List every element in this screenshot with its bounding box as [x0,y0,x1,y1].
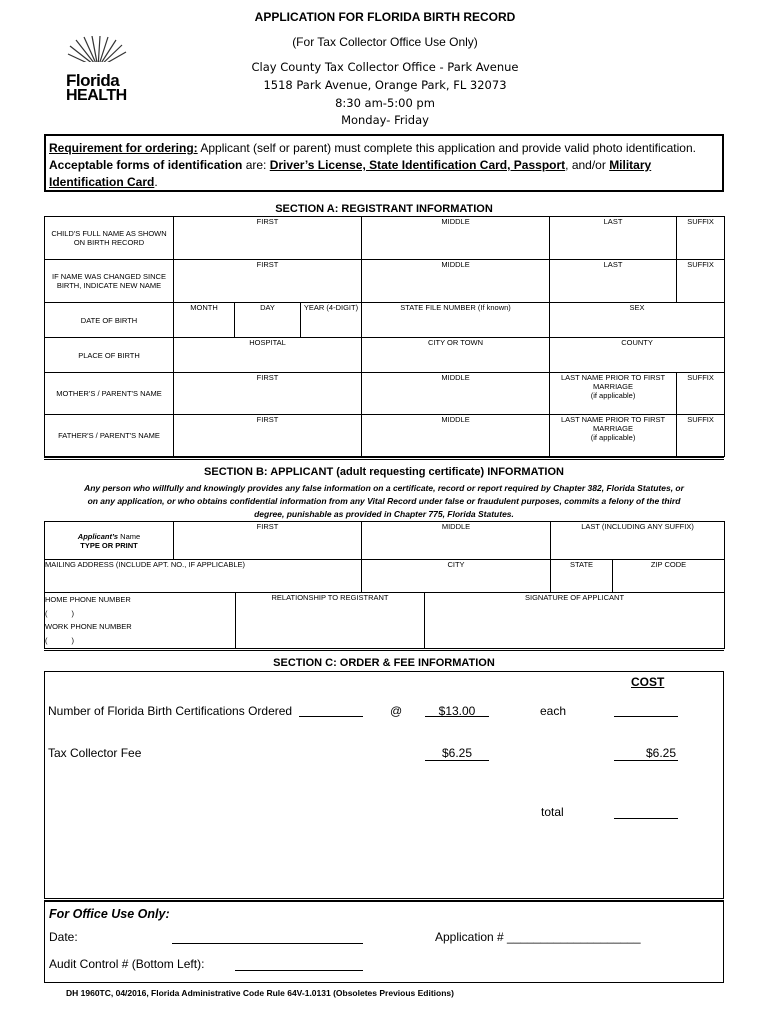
date-input[interactable] [172,943,363,944]
form-title: APPLICATION FOR FLORIDA BIRTH RECORD [254,10,516,24]
county-field[interactable] [550,338,725,373]
dob-label: DATE OF BIRTH [45,303,174,338]
city-field[interactable] [362,560,551,593]
military-id: Military Identification Card [49,158,652,189]
changed-suffix-field[interactable] [677,260,725,303]
applicant-last-label: LAST (INCLUDING ANY SUFFIX) [581,522,694,531]
child-last-field[interactable] [550,217,677,260]
requirement-text1: Applicant (self or parent) must complete this application and provide valid photo identification. [197,141,696,155]
relationship-field[interactable] [236,593,425,649]
changed-middle-label: MIDDLE [441,260,470,269]
requirement-text [49,140,719,191]
father-first-field[interactable] [174,415,362,457]
sunburst-icon [66,36,130,68]
state-file-label: STATE FILE NUMBER (If known) [400,303,511,312]
applicant-label-rest: Name [118,531,141,541]
city-town-label: CITY OR TOWN [428,338,484,347]
mother-first-field[interactable] [174,373,362,415]
dob-year-label: YEAR (4-DIGIT) [303,303,359,312]
signature-field[interactable] [425,593,725,649]
office-name: Clay County Tax Collector Office - Park Avenue [251,60,519,74]
unit-price-underline [425,716,489,717]
office-hours: 8:30 am-5:00 pm [335,96,435,110]
relationship-label: RELATIONSHIP TO REGISTRANT [271,593,389,602]
child-suffix-label: SUFFIX [687,217,714,226]
requirement-lead: Requirement for ordering: [49,141,198,155]
mother-last-field[interactable] [550,373,677,415]
dob-day-label: DAY [260,303,275,312]
certs-quantity-input[interactable] [299,716,363,717]
tax-fee-label: Tax Collector Fee [48,746,142,760]
child-middle-field[interactable] [362,217,550,260]
at-sign: @ [390,704,403,718]
changed-first-field[interactable] [174,260,362,303]
child-first-label: FIRST [256,217,279,226]
changed-last-label: LAST [603,260,623,269]
total-input[interactable] [614,818,678,819]
state-file-field[interactable] [362,303,550,338]
child-name-label: CHILD'S FULL NAME AS SHOWN ON BIRTH RECORD [45,217,174,260]
applicant-last-field[interactable] [551,522,725,560]
zip-label: ZIP CODE [650,560,687,569]
applicant-middle-label: MIDDLE [441,522,471,531]
applicant-name-label [45,522,174,560]
phone-field[interactable] [45,593,236,649]
city-town-field[interactable] [362,338,550,373]
applicant-middle-field[interactable] [362,522,551,560]
tax-fee-cost: $6.25 [646,746,677,760]
requirement-text3: , and/or [565,158,610,172]
audit-control-label: Audit Control # (Bottom Left): [49,957,205,971]
florida-health-logo [66,36,130,104]
hospital-label: HOSPITAL [249,338,286,347]
home-phone-label: HOME PHONE NUMBER [45,595,131,604]
signature-label: SIGNATURE OF APPLICANT [525,593,625,602]
applicant-first-field[interactable] [174,522,362,560]
zip-field[interactable] [613,560,725,593]
dob-day-field[interactable] [235,303,301,338]
warning-line-2: on any application, or who obtains confidential information from any Vital Record under false or fraudulent purposes, commits a felony of the third [87,496,681,506]
requirement-box [44,134,724,192]
city-label: CITY [447,560,465,569]
mother-suffix-field[interactable] [677,373,725,415]
father-middle-label: MIDDLE [441,415,470,424]
child-last-label: LAST [603,217,623,226]
home-paren-close: ) [71,608,74,618]
father-if-applicable: (if applicable) [590,433,636,442]
section-divider-c [44,648,724,651]
mother-last-label: LAST NAME PRIOR TO FIRST MARRIAGE [560,373,666,391]
dob-month-label: MONTH [190,303,218,312]
mailing-address-label: MAILING ADDRESS (INCLUDE APT. NO., IF APPLICABLE) [45,560,246,569]
each-label: each [540,704,567,718]
dob-year-field[interactable] [301,303,362,338]
father-name-label: FATHER'S / PARENT'S NAME [45,415,174,457]
false-info-warning [44,482,724,521]
section-c-title: SECTION C: ORDER & FEE INFORMATION [273,657,495,669]
state-field[interactable] [551,560,613,593]
father-last-field[interactable] [550,415,677,457]
mother-name-label: MOTHER’S / PARENT'S NAME [45,373,174,415]
father-middle-field[interactable] [362,415,550,457]
child-suffix-field[interactable] [677,217,725,260]
applicant-table [44,521,725,649]
mother-middle-field[interactable] [362,373,550,415]
tax-fee-cost-underline [614,760,678,761]
total-label: total [541,805,564,819]
tax-fee-underline [425,760,489,761]
date-label: Date: [49,930,78,944]
type-or-print: TYPE OR PRINT [80,540,138,550]
office-address: 1518 Park Avenue, Orange Park, FL 32073 [263,78,507,92]
home-paren-open: ( [45,608,48,618]
logo-text-florida: Florida [66,71,120,90]
mother-middle-label: MIDDLE [441,373,470,382]
changed-name-label: IF NAME WAS CHANGED SINCE BIRTH, INDICATE NEW NAME [45,260,174,303]
registrant-table [44,216,725,457]
child-middle-label: MIDDLE [441,217,470,226]
acceptable-ids-label: Acceptable forms of identification [49,158,243,172]
certs-cost-input[interactable] [614,716,678,717]
work-paren-close: ) [71,635,74,645]
form-subtitle: (For Tax Collector Office Use Only) [292,35,478,49]
section-divider-b [44,457,724,460]
acceptable-ids-list: Driver’s License, State Identification Card, Passport [269,158,566,172]
mailing-address-field[interactable] [45,560,362,593]
changed-suffix-label: SUFFIX [687,260,714,269]
county-label: COUNTY [621,338,653,347]
sex-field[interactable] [550,303,725,338]
changed-last-field[interactable] [550,260,677,303]
unit-price: $13.00 [438,704,476,718]
applicant-label-em: Applicant’s [77,531,119,541]
certs-ordered-label: Number of Florida Birth Certifications Ordered [48,704,293,718]
warning-line-1: Any person who willfully and knowingly provides any false information on a certificate, record or report required by Chapter 382, Florida Statutes, or [84,483,684,493]
child-first-field[interactable] [174,217,362,260]
father-last-label: LAST NAME PRIOR TO FIRST MARRIAGE [560,415,666,433]
cost-header: COST [631,675,665,689]
logo-text-health: HEALTH [66,87,127,104]
hospital-field[interactable] [174,338,362,373]
mother-if-applicable: (if applicable) [590,391,636,400]
father-suffix-field[interactable] [677,415,725,457]
application-number-label: Application # ____________________ [435,930,641,944]
office-use-title: For Office Use Only: [49,907,170,921]
requirement-text2: are: [242,158,270,172]
mother-suffix-label: SUFFIX [687,373,714,382]
requirement-text4: . [154,175,158,189]
father-suffix-label: SUFFIX [687,415,714,424]
section-a-title: SECTION A: REGISTRANT INFORMATION [275,203,493,215]
tax-fee-amount: $6.25 [441,746,473,760]
applicant-first-label: FIRST [256,522,279,531]
changed-first-label: FIRST [256,260,279,269]
sex-label: SEX [629,303,645,312]
office-days: Monday- Friday [341,113,429,127]
warning-line-3: degree, punishable as provided in Chapter 775, Florida Statutes. [254,509,514,519]
dob-month-field[interactable] [174,303,235,338]
audit-control-input[interactable] [235,970,363,971]
work-paren-open: ( [45,635,48,645]
work-phone-label: WORK PHONE NUMBER [45,622,132,631]
section-b-title: SECTION B: APPLICANT (adult requesting certificate) INFORMATION [204,466,564,478]
form-footer: DH 1960TC, 04/2016, Florida Administrative Code Rule 64V-1.0131 (Obsoletes Previous Editions) [66,988,454,998]
mother-first-label: FIRST [256,373,279,382]
pob-label: PLACE OF BIRTH [45,338,174,373]
father-first-label: FIRST [256,415,279,424]
state-label: STATE [569,560,594,569]
changed-middle-field[interactable] [362,260,550,303]
